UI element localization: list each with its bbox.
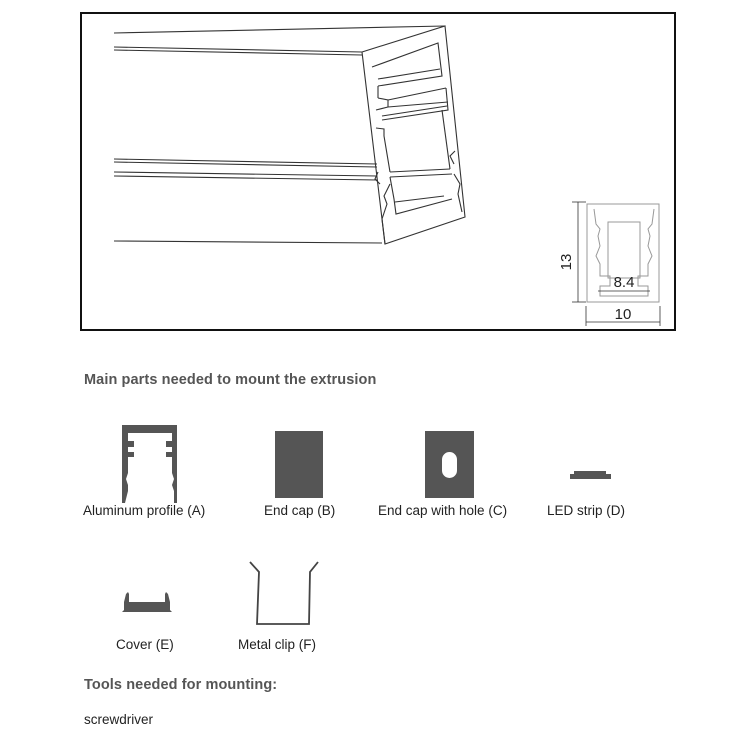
part-label: Cover (E) (116, 637, 174, 652)
height-dimension: 13 (558, 253, 575, 271)
extrusion-drawing-frame (80, 12, 676, 331)
outer-width-dimension: 10 (614, 306, 632, 323)
part-label: End cap (B) (264, 503, 336, 518)
parts-section-heading: Main parts needed to mount the extrusion (84, 372, 377, 388)
metal-clip-icon (247, 558, 319, 626)
tool-item-screwdriver: screwdriver (84, 712, 154, 727)
cover-icon (121, 588, 173, 612)
end-cap-with-hole-icon (425, 431, 475, 499)
inner-width-dimension: 8.4 (613, 274, 635, 291)
end-cap-icon (275, 431, 324, 499)
part-label: End cap with hole (C) (378, 503, 508, 518)
led-strip-icon (570, 471, 612, 481)
part-label: Aluminum profile (A) (83, 503, 206, 518)
extrusion-isometric-drawing (82, 14, 678, 333)
part-label: LED strip (D) (547, 503, 626, 518)
aluminum-profile-icon (122, 425, 178, 505)
part-label: Metal clip (F) (238, 637, 317, 652)
tools-section-heading: Tools needed for mounting: (84, 677, 278, 693)
